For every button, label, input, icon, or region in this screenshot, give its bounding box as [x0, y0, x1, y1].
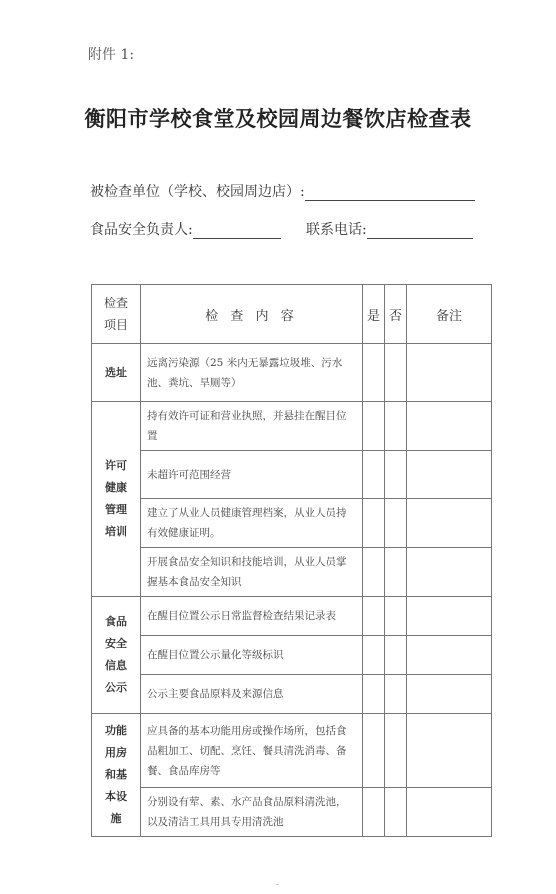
- table-row: [92, 451, 492, 499]
- phone-blank: [367, 224, 473, 239]
- no-cell[interactable]: [385, 636, 407, 675]
- content-cell: 分别设有荤、素、水产品食品原料清洗池，以及清洁工具用具专用清洗池: [141, 788, 363, 837]
- remarks-cell[interactable]: [407, 636, 492, 675]
- yes-cell[interactable]: [363, 636, 385, 675]
- remarks-cell[interactable]: [407, 548, 492, 597]
- attachment-label: 附件 1:: [88, 47, 135, 63]
- page-marker: -: [276, 880, 280, 890]
- inspection-table: [91, 284, 492, 837]
- header-yes: 是: [363, 285, 385, 344]
- table-row: [92, 636, 492, 675]
- inspected-unit-label: 被检查单位（学校、校园周边店）:: [90, 184, 305, 200]
- header-remarks: 备注: [407, 285, 492, 344]
- no-cell[interactable]: [385, 499, 407, 548]
- category-facilities: 功能用房和基本设施: [92, 714, 141, 837]
- no-cell[interactable]: [385, 548, 407, 597]
- header-content: 检 查 内 容: [141, 285, 363, 344]
- safety-officer-field: [90, 219, 281, 239]
- remarks-cell[interactable]: [407, 597, 492, 636]
- table-row: [92, 597, 492, 636]
- yes-cell[interactable]: [363, 451, 385, 499]
- yes-cell[interactable]: [363, 675, 385, 714]
- yes-cell[interactable]: [363, 714, 385, 788]
- content-cell: 开展食品安全知识和技能培训，从业人员掌握基本食品安全知识: [141, 548, 363, 597]
- safety-officer-blank: [193, 224, 281, 239]
- no-cell[interactable]: [385, 788, 407, 837]
- content-cell: 公示主要食品原料及来源信息: [141, 675, 363, 714]
- yes-cell[interactable]: [363, 548, 385, 597]
- table-row: [92, 714, 492, 788]
- no-cell[interactable]: [385, 344, 407, 402]
- no-cell[interactable]: [385, 675, 407, 714]
- content-cell: 建立了从业人员健康管理档案，从业人员持有效健康证明。: [141, 499, 363, 548]
- inspected-unit-field: [90, 181, 475, 201]
- remarks-cell[interactable]: [407, 499, 492, 548]
- safety-officer-label: 食品安全负责人:: [90, 222, 193, 238]
- no-cell[interactable]: [385, 451, 407, 499]
- yes-cell[interactable]: [363, 597, 385, 636]
- remarks-cell[interactable]: [407, 675, 492, 714]
- no-cell[interactable]: [385, 714, 407, 788]
- table-row: [92, 675, 492, 714]
- remarks-cell[interactable]: [407, 402, 492, 451]
- yes-cell[interactable]: [363, 499, 385, 548]
- table-row: [92, 344, 492, 402]
- phone-label: 联系电话:: [306, 222, 367, 238]
- category-food-safety-disclosure: 食品安全信息公示: [92, 597, 141, 714]
- yes-cell[interactable]: [363, 788, 385, 837]
- document-title: 衡阳市学校食堂及校园周边餐饮店检查表: [84, 106, 472, 131]
- no-cell[interactable]: [385, 597, 407, 636]
- content-cell: 在醒目位置公示日常监督检查结果记录表: [141, 597, 363, 636]
- content-cell: 远离污染源（25 米内无暴露垃圾堆、污水池、粪坑、旱厕等）: [141, 344, 363, 402]
- yes-cell[interactable]: [363, 344, 385, 402]
- remarks-cell[interactable]: [407, 788, 492, 837]
- header-no: 否: [385, 285, 407, 344]
- yes-cell[interactable]: [363, 402, 385, 451]
- no-cell[interactable]: [385, 402, 407, 451]
- phone-field: [306, 219, 473, 239]
- table-row: [92, 499, 492, 548]
- table-header-row: [92, 285, 492, 344]
- remarks-cell[interactable]: [407, 451, 492, 499]
- remarks-cell[interactable]: [407, 714, 492, 788]
- category-site: 选址: [92, 344, 141, 402]
- remarks-cell[interactable]: [407, 344, 492, 402]
- inspected-unit-blank: [305, 186, 475, 201]
- table-row: [92, 548, 492, 597]
- content-cell: 未超许可范围经营: [141, 451, 363, 499]
- table-row: [92, 402, 492, 451]
- content-cell: 应具备的基本功能用房或操作场所，包括食品粗加工、切配、烹饪、餐具清洗消毒、备餐、食品库房等: [141, 714, 363, 788]
- category-license-health-training: 许可健康管理培训: [92, 402, 141, 597]
- content-cell: 在醒目位置公示量化等级标识: [141, 636, 363, 675]
- table-row: [92, 788, 492, 837]
- header-item: 检查项目: [92, 285, 141, 344]
- content-cell: 持有效许可证和营业执照，并悬挂在醒目位置: [141, 402, 363, 451]
